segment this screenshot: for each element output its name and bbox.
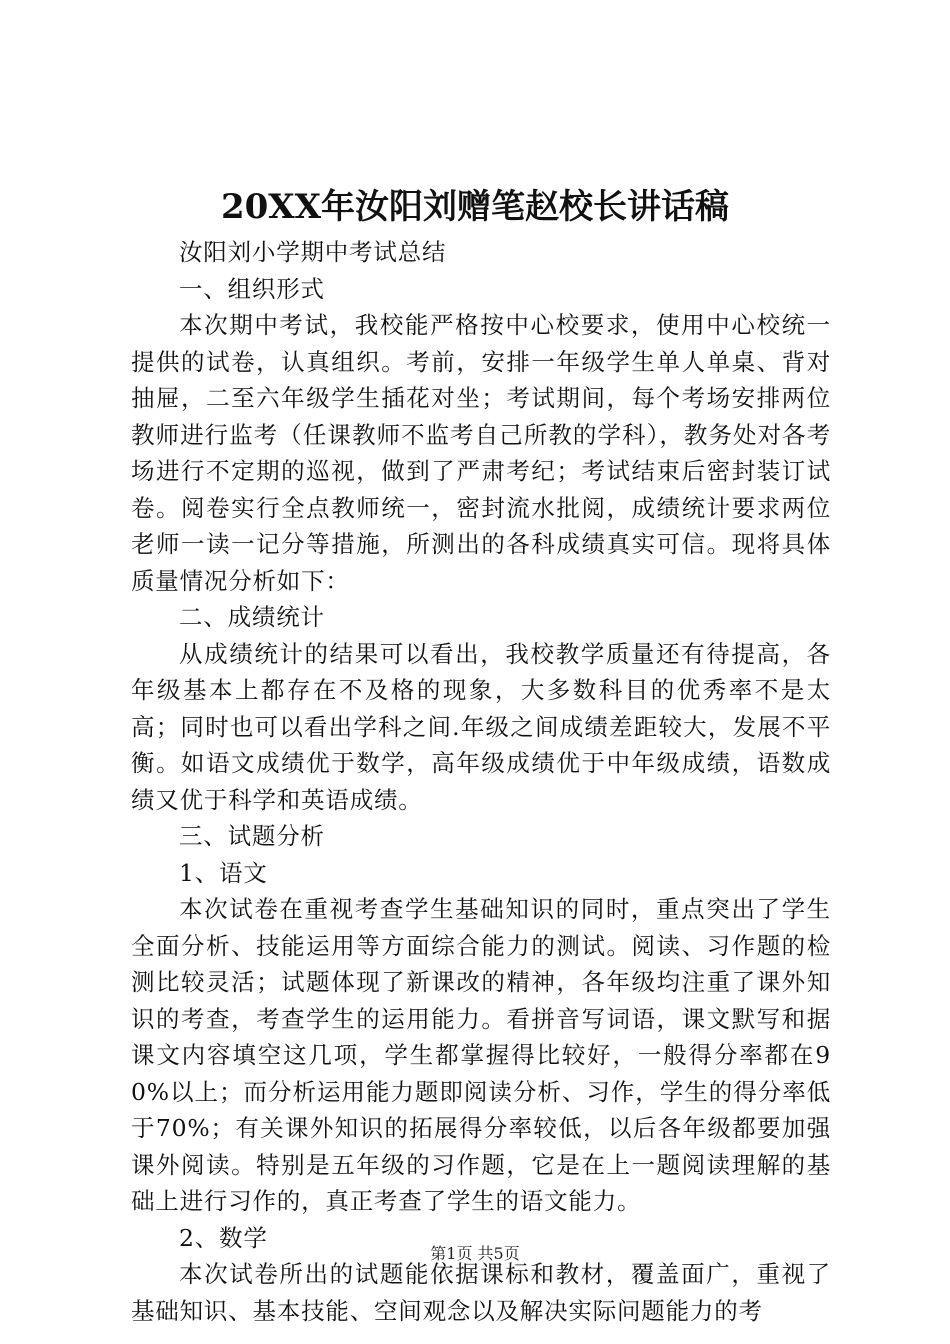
body-paragraph: 从成绩统计的结果可以看出，我校教学质量还有待提高，各年级基本上都存在不及格的现象，大多数科目的优秀率不是太高；同时也可以看出学科之间.年级之间成绩差距较大，发展不平衡。如语文成绩优于数学，高年级成绩优于中年级成绩，语数成绩又优于科学和英语成绩。 <box>131 639 831 814</box>
body-paragraph: 本次试卷在重视考查学生基础知识的同时，重点突出了学生全面分析、技能运用等方面综合能力的测试。阅读、习作题的检测比较灵活；试题体现了新课改的精神，各年级均注重了课外知识的考查，考查学生的运用能力。看拼音写词语，课文默写和据课文内容填空这几项，学生都掌握得比较好，一般得分率都在90%以上；而分析运用能力题即阅读分析、习作，学生的得分率低于70%；有关课外知识的拓展得分率较低，以后各年级都要加强课外阅读。特别是五年级的习作题，它是在上一题阅读理解的基础上进行习作的，真正考查了学生的语文能力。 <box>131 895 831 1215</box>
document-title: 20XX年汝阳刘赠笔赵校长讲话稿 <box>220 187 730 227</box>
page-number-footer: 第1页 共5页 <box>430 1244 520 1263</box>
document-body <box>131 234 831 1329</box>
subsection-heading-chinese: 1、语文 <box>179 858 268 887</box>
body-paragraph: 本次期中考试，我校能严格按中心校要求，使用中心校统一提供的试卷，认真组织。考前，安排一年级学生单人单桌、背对抽屉，二至六年级学生插花对坐；考试期间，每个考场安排两位教师进行监考（任课教师不监考自己所教的学科），教务处对各考场进行不定期的巡视，做到了严肃考纪；考试结束后密封装订试卷。阅卷实行全点教师统一，密封流水批阅，成绩统计要求两位老师一读一记分等措施，所测出的各科成绩真实可信。现将具体质量情况分析如下： <box>131 311 831 595</box>
section-heading-organization: 一、组织形式 <box>179 274 325 303</box>
section-heading-analysis: 三、试题分析 <box>179 822 325 850</box>
subsection-heading-math: 2、数学 <box>179 1223 268 1252</box>
subtitle-paragraph: 汝阳刘小学期中考试总结 <box>179 238 447 266</box>
section-heading-statistics: 二、成绩统计 <box>179 603 325 631</box>
body-paragraph: 本次试卷所出的试题能依据课标和教材，覆盖面广，重视了基础知识、基本技能、空间观念以及解决实际问题能力的考 <box>131 1260 831 1325</box>
